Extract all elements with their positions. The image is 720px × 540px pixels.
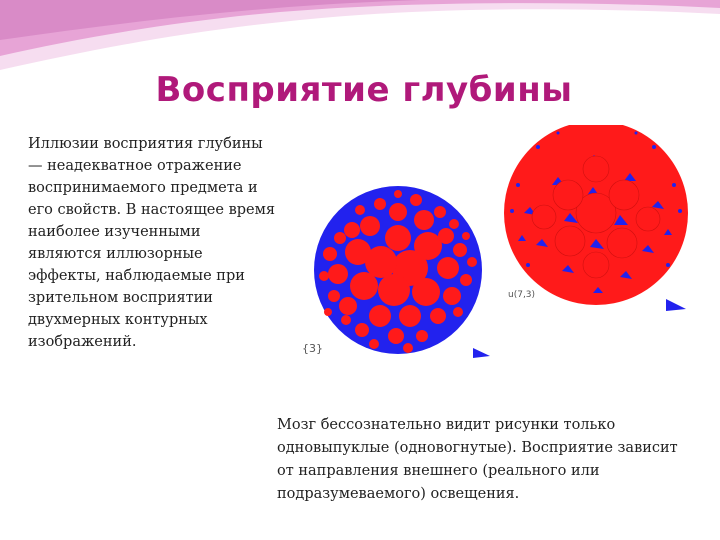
figure-right-label: u(7,3) (508, 290, 536, 300)
illusion-figure-right (498, 125, 696, 317)
illusion-figure-left (298, 180, 503, 365)
slide-title: Восприятие глубины (155, 70, 573, 110)
left-paragraph: Иллюзии восприятия глубины — неадекватное отражение воспринимаемого предмета и его свойств. В настоящее время наиболее изученными являются иллюзорные эффекты, наблюдаемые при зрительном восприятии двухмерных контурных изображений. (28, 136, 276, 350)
circle-packing-image-right (498, 125, 696, 317)
header-banner (0, 0, 720, 80)
circle-packing-image-left (298, 180, 503, 365)
figure-left-label: {3} (302, 342, 323, 355)
right-paragraph: Мозг бессознательно видит рисунки только одновыпуклые (одновогнутые). Восприятие зависит от направления внешнего (реального или подразумеваемого) освещения. (277, 417, 678, 502)
